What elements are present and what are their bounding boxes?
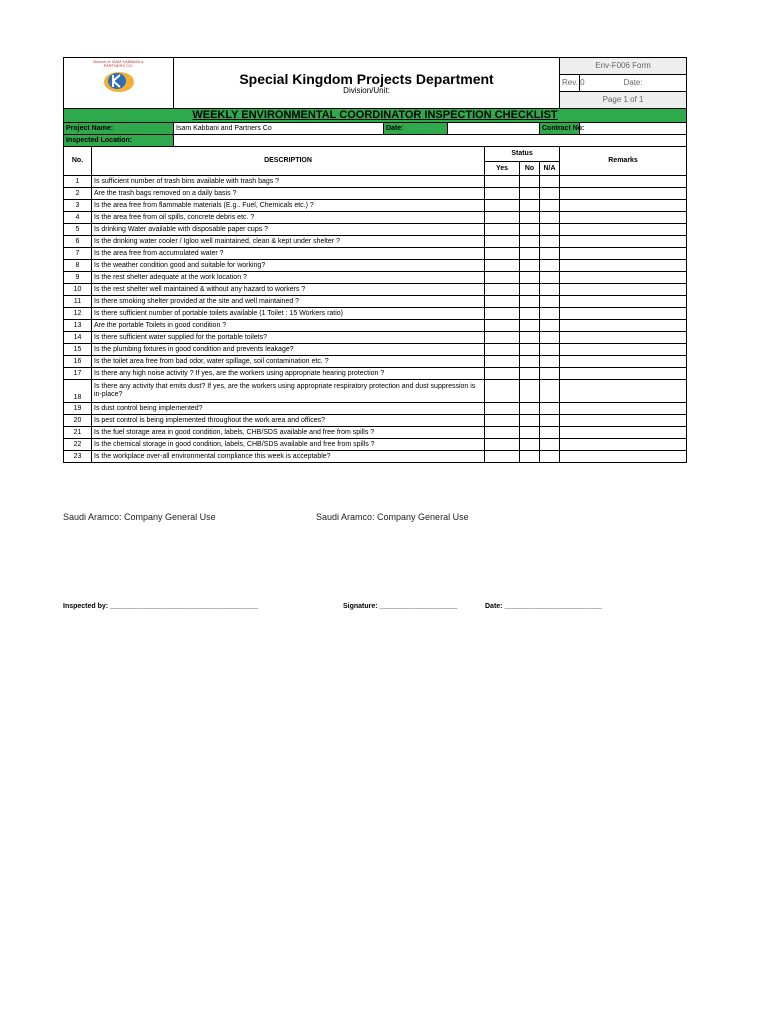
status-yes-cell[interactable] bbox=[485, 188, 520, 200]
row-number: 12 bbox=[64, 308, 92, 320]
status-na-cell[interactable] bbox=[540, 308, 560, 320]
remarks-cell[interactable] bbox=[560, 344, 687, 356]
status-yes-cell[interactable] bbox=[485, 332, 520, 344]
remarks-cell[interactable] bbox=[560, 224, 687, 236]
row-number: 19 bbox=[64, 403, 92, 415]
table-row bbox=[64, 284, 687, 296]
row-number: 16 bbox=[64, 356, 92, 368]
company-logo-icon bbox=[102, 68, 136, 94]
division-label: Division/Unit: bbox=[343, 86, 390, 96]
row-number: 13 bbox=[64, 320, 92, 332]
status-na-cell[interactable] bbox=[540, 368, 560, 380]
status-yes-cell[interactable] bbox=[485, 260, 520, 272]
row-description: Is the fuel storage area in good condition, labels, CHB/SDS available and free from spills ? bbox=[92, 427, 485, 439]
row-description: Is the rest shelter well maintained & without any hazard to workers ? bbox=[92, 284, 485, 296]
brand-line-2: PARTNERS CO. bbox=[103, 63, 134, 68]
status-no-cell[interactable] bbox=[520, 439, 540, 451]
table-row bbox=[64, 212, 687, 224]
status-no-cell[interactable] bbox=[520, 260, 540, 272]
row-description: Is the workplace over-all environmental compliance this week is acceptable? bbox=[92, 451, 485, 463]
status-na-cell[interactable] bbox=[540, 212, 560, 224]
row-description: Is sufficient number of trash bins available with trash bags ? bbox=[92, 176, 485, 188]
remarks-cell[interactable] bbox=[560, 296, 687, 308]
remarks-cell[interactable] bbox=[560, 427, 687, 439]
row-description: Is dust control being implemented? bbox=[92, 403, 485, 415]
status-yes-cell[interactable] bbox=[485, 296, 520, 308]
form-code: Env-F006 Form bbox=[560, 58, 687, 75]
remarks-cell[interactable] bbox=[560, 380, 687, 403]
status-yes-cell[interactable] bbox=[485, 284, 520, 296]
status-na-cell[interactable] bbox=[540, 284, 560, 296]
table-row bbox=[64, 451, 687, 463]
inspected-location-field[interactable] bbox=[174, 135, 687, 147]
revision: Rev. 0 bbox=[560, 75, 580, 92]
status-yes-cell[interactable] bbox=[485, 320, 520, 332]
col-no-status-header: No bbox=[520, 162, 540, 176]
status-no-cell[interactable] bbox=[520, 224, 540, 236]
row-number: 20 bbox=[64, 415, 92, 427]
status-yes-cell[interactable] bbox=[485, 248, 520, 260]
table-row bbox=[64, 403, 687, 415]
status-yes-cell[interactable] bbox=[485, 356, 520, 368]
row-number: 21 bbox=[64, 427, 92, 439]
signature-line[interactable]: Signature: ____________________ bbox=[343, 603, 458, 610]
row-number: 18 bbox=[64, 380, 92, 403]
row-number: 10 bbox=[64, 284, 92, 296]
row-number: 14 bbox=[64, 332, 92, 344]
status-yes-cell[interactable] bbox=[485, 403, 520, 415]
status-na-cell[interactable] bbox=[540, 224, 560, 236]
row-number: 8 bbox=[64, 260, 92, 272]
status-yes-cell[interactable] bbox=[485, 427, 520, 439]
contract-no-label: Contract No: bbox=[540, 123, 580, 135]
row-description: Are the portable Toilets in good condition ? bbox=[92, 320, 485, 332]
table-row bbox=[64, 176, 687, 188]
status-no-cell[interactable] bbox=[520, 320, 540, 332]
remarks-cell[interactable] bbox=[560, 308, 687, 320]
project-name-value[interactable]: Isam Kabbani and Partners Co bbox=[174, 123, 384, 135]
remarks-cell[interactable] bbox=[560, 415, 687, 427]
brand-line-1: Branch of ISAM KABBANI & bbox=[93, 59, 144, 64]
status-yes-cell[interactable] bbox=[485, 176, 520, 188]
status-no-cell[interactable] bbox=[520, 284, 540, 296]
department-title: Special Kingdom Projects Department bbox=[239, 70, 494, 87]
table-row bbox=[64, 368, 687, 380]
row-description: Is pest control is being implemented throughout the work area and offices? bbox=[92, 415, 485, 427]
row-description: Is the rest shelter adequate at the work location ? bbox=[92, 272, 485, 284]
remarks-cell[interactable] bbox=[560, 368, 687, 380]
status-no-cell[interactable] bbox=[520, 332, 540, 344]
row-description: Is the drinking water cooler / Igloo well maintained, clean & kept under shelter ? bbox=[92, 236, 485, 248]
table-row bbox=[64, 439, 687, 451]
table-row bbox=[64, 332, 687, 344]
status-no-cell[interactable] bbox=[520, 176, 540, 188]
table-row bbox=[64, 236, 687, 248]
status-no-cell[interactable] bbox=[520, 415, 540, 427]
status-yes-cell[interactable] bbox=[485, 308, 520, 320]
remarks-cell[interactable] bbox=[560, 188, 687, 200]
status-na-cell[interactable] bbox=[540, 188, 560, 200]
row-description: Are the trash bags removed on a daily basis ? bbox=[92, 188, 485, 200]
status-na-cell[interactable] bbox=[540, 332, 560, 344]
remarks-cell[interactable] bbox=[560, 248, 687, 260]
row-description: Is the area free from oil spills, concrete debris etc. ? bbox=[92, 212, 485, 224]
row-description: Is there sufficient number of portable toilets available (1 Toilet : 15 Workers ratio) bbox=[92, 308, 485, 320]
status-no-cell[interactable] bbox=[520, 368, 540, 380]
row-number: 15 bbox=[64, 344, 92, 356]
status-na-cell[interactable] bbox=[540, 248, 560, 260]
checklist-title-row bbox=[64, 109, 687, 123]
row-description: Is there smoking shelter provided at the site and well maintained ? bbox=[92, 296, 485, 308]
status-yes-cell[interactable] bbox=[485, 200, 520, 212]
status-no-cell[interactable] bbox=[520, 451, 540, 463]
remarks-cell[interactable] bbox=[560, 356, 687, 368]
row-number: 4 bbox=[64, 212, 92, 224]
contract-no-field[interactable] bbox=[580, 123, 687, 135]
row-number: 5 bbox=[64, 224, 92, 236]
info-date-label: Date: bbox=[384, 123, 448, 135]
table-row bbox=[64, 415, 687, 427]
row-number: 11 bbox=[64, 296, 92, 308]
row-description: Is the area free from flammable materials (E.g.. Fuel, Chemicals etc.) ? bbox=[92, 200, 485, 212]
status-no-cell[interactable] bbox=[520, 188, 540, 200]
classification-right: Saudi Aramco: Company General Use bbox=[316, 512, 469, 522]
remarks-cell[interactable] bbox=[560, 260, 687, 272]
status-yes-cell[interactable] bbox=[485, 451, 520, 463]
row-description: Is there any activity that emits dust? If yes, are the workers using appropriate respiratory protection and dust suppression is in-place? bbox=[92, 380, 485, 403]
row-number: 23 bbox=[64, 451, 92, 463]
info-date-field[interactable] bbox=[448, 123, 540, 135]
status-no-cell[interactable] bbox=[520, 308, 540, 320]
status-na-cell[interactable] bbox=[540, 380, 560, 403]
col-status-header: Status bbox=[485, 147, 560, 162]
table-row bbox=[64, 344, 687, 356]
status-na-cell[interactable] bbox=[540, 236, 560, 248]
status-no-cell[interactable] bbox=[520, 212, 540, 224]
status-yes-cell[interactable] bbox=[485, 236, 520, 248]
table-row bbox=[64, 260, 687, 272]
remarks-cell[interactable] bbox=[560, 272, 687, 284]
status-no-cell[interactable] bbox=[520, 356, 540, 368]
table-row bbox=[64, 188, 687, 200]
status-yes-cell[interactable] bbox=[485, 272, 520, 284]
status-na-cell[interactable] bbox=[540, 403, 560, 415]
checklist-rows bbox=[64, 176, 687, 463]
col-na-header: N/A bbox=[540, 162, 560, 176]
row-description: Is the plumbing fixtures in good condition and prevents leakage? bbox=[92, 344, 485, 356]
row-number: 7 bbox=[64, 248, 92, 260]
status-yes-cell[interactable] bbox=[485, 380, 520, 403]
table-row bbox=[64, 272, 687, 284]
row-number: 3 bbox=[64, 200, 92, 212]
status-na-cell[interactable] bbox=[540, 356, 560, 368]
row-description: Is the chemical storage in good condition, labels, CHB/SDS available and free from spills ? bbox=[92, 439, 485, 451]
remarks-cell[interactable] bbox=[560, 176, 687, 188]
row-number: 1 bbox=[64, 176, 92, 188]
status-no-cell[interactable] bbox=[520, 248, 540, 260]
status-na-cell[interactable] bbox=[540, 272, 560, 284]
status-no-cell[interactable] bbox=[520, 200, 540, 212]
remarks-cell[interactable] bbox=[560, 236, 687, 248]
status-yes-cell[interactable] bbox=[485, 224, 520, 236]
table-row bbox=[64, 427, 687, 439]
inspected-by-line[interactable]: Inspected by: ______________________________________ bbox=[63, 603, 259, 610]
row-description: Is the area free from accumulated water ? bbox=[92, 248, 485, 260]
col-description-header: DESCRIPTION bbox=[92, 147, 485, 176]
col-no-header: No. bbox=[64, 147, 92, 176]
status-na-cell[interactable] bbox=[540, 451, 560, 463]
status-yes-cell[interactable] bbox=[485, 415, 520, 427]
row-number: 9 bbox=[64, 272, 92, 284]
row-description: Is the weather condition good and suitable for working? bbox=[92, 260, 485, 272]
row-number: 2 bbox=[64, 188, 92, 200]
classification-left: Saudi Aramco: Company General Use bbox=[63, 512, 216, 522]
inspected-location-label: Inspected Location: bbox=[64, 135, 174, 147]
inspection-form bbox=[63, 57, 686, 463]
col-remarks-header: Remarks bbox=[560, 147, 687, 176]
header-date-label: Date: bbox=[580, 75, 687, 92]
company-logo-cell bbox=[64, 58, 174, 109]
remarks-cell[interactable] bbox=[560, 212, 687, 224]
status-na-cell[interactable] bbox=[540, 260, 560, 272]
project-name-label: Project Name: bbox=[64, 123, 174, 135]
sign-date-line[interactable]: Date: _________________________ bbox=[485, 603, 602, 610]
status-na-cell[interactable] bbox=[540, 296, 560, 308]
status-no-cell[interactable] bbox=[520, 427, 540, 439]
status-no-cell[interactable] bbox=[520, 296, 540, 308]
status-yes-cell[interactable] bbox=[485, 439, 520, 451]
row-description: Is the toilet area free from bad odor, water spillage, soil contamination etc. ? bbox=[92, 356, 485, 368]
status-na-cell[interactable] bbox=[540, 415, 560, 427]
row-description: Is there sufficient water supplied for the portable toilets? bbox=[92, 332, 485, 344]
table-row bbox=[64, 308, 687, 320]
status-no-cell[interactable] bbox=[520, 272, 540, 284]
status-no-cell[interactable] bbox=[520, 344, 540, 356]
row-number: 22 bbox=[64, 439, 92, 451]
table-row bbox=[64, 320, 687, 332]
status-na-cell[interactable] bbox=[540, 320, 560, 332]
status-na-cell[interactable] bbox=[540, 344, 560, 356]
table-row bbox=[64, 296, 687, 308]
row-number: 6 bbox=[64, 236, 92, 248]
status-na-cell[interactable] bbox=[540, 427, 560, 439]
row-description: Is drinking Water available with disposable paper cups ? bbox=[92, 224, 485, 236]
status-na-cell[interactable] bbox=[540, 439, 560, 451]
page-number: Page 1 of 1 bbox=[560, 92, 687, 109]
checklist-title: WEEKLY ENVIRONMENTAL COORDINATOR INSPECTION CHECKLIST bbox=[64, 109, 687, 123]
remarks-cell[interactable] bbox=[560, 320, 687, 332]
form-header-table bbox=[63, 57, 687, 463]
status-na-cell[interactable] bbox=[540, 200, 560, 212]
remarks-cell[interactable] bbox=[560, 200, 687, 212]
row-number: 17 bbox=[64, 368, 92, 380]
table-row bbox=[64, 356, 687, 368]
col-yes-header: Yes bbox=[485, 162, 520, 176]
remarks-cell[interactable] bbox=[560, 403, 687, 415]
remarks-cell[interactable] bbox=[560, 332, 687, 344]
remarks-cell[interactable] bbox=[560, 451, 687, 463]
status-no-cell[interactable] bbox=[520, 380, 540, 403]
status-na-cell[interactable] bbox=[540, 176, 560, 188]
status-yes-cell[interactable] bbox=[485, 212, 520, 224]
table-row bbox=[64, 224, 687, 236]
remarks-cell[interactable] bbox=[560, 284, 687, 296]
department-header bbox=[174, 58, 560, 109]
row-description: Is there any high noise activity ? If yes, are the workers using appropriate hearing protection ? bbox=[92, 368, 485, 380]
status-yes-cell[interactable] bbox=[485, 344, 520, 356]
status-no-cell[interactable] bbox=[520, 236, 540, 248]
table-row bbox=[64, 248, 687, 260]
table-row bbox=[64, 380, 687, 403]
remarks-cell[interactable] bbox=[560, 439, 687, 451]
status-yes-cell[interactable] bbox=[485, 368, 520, 380]
status-no-cell[interactable] bbox=[520, 403, 540, 415]
table-row bbox=[64, 200, 687, 212]
